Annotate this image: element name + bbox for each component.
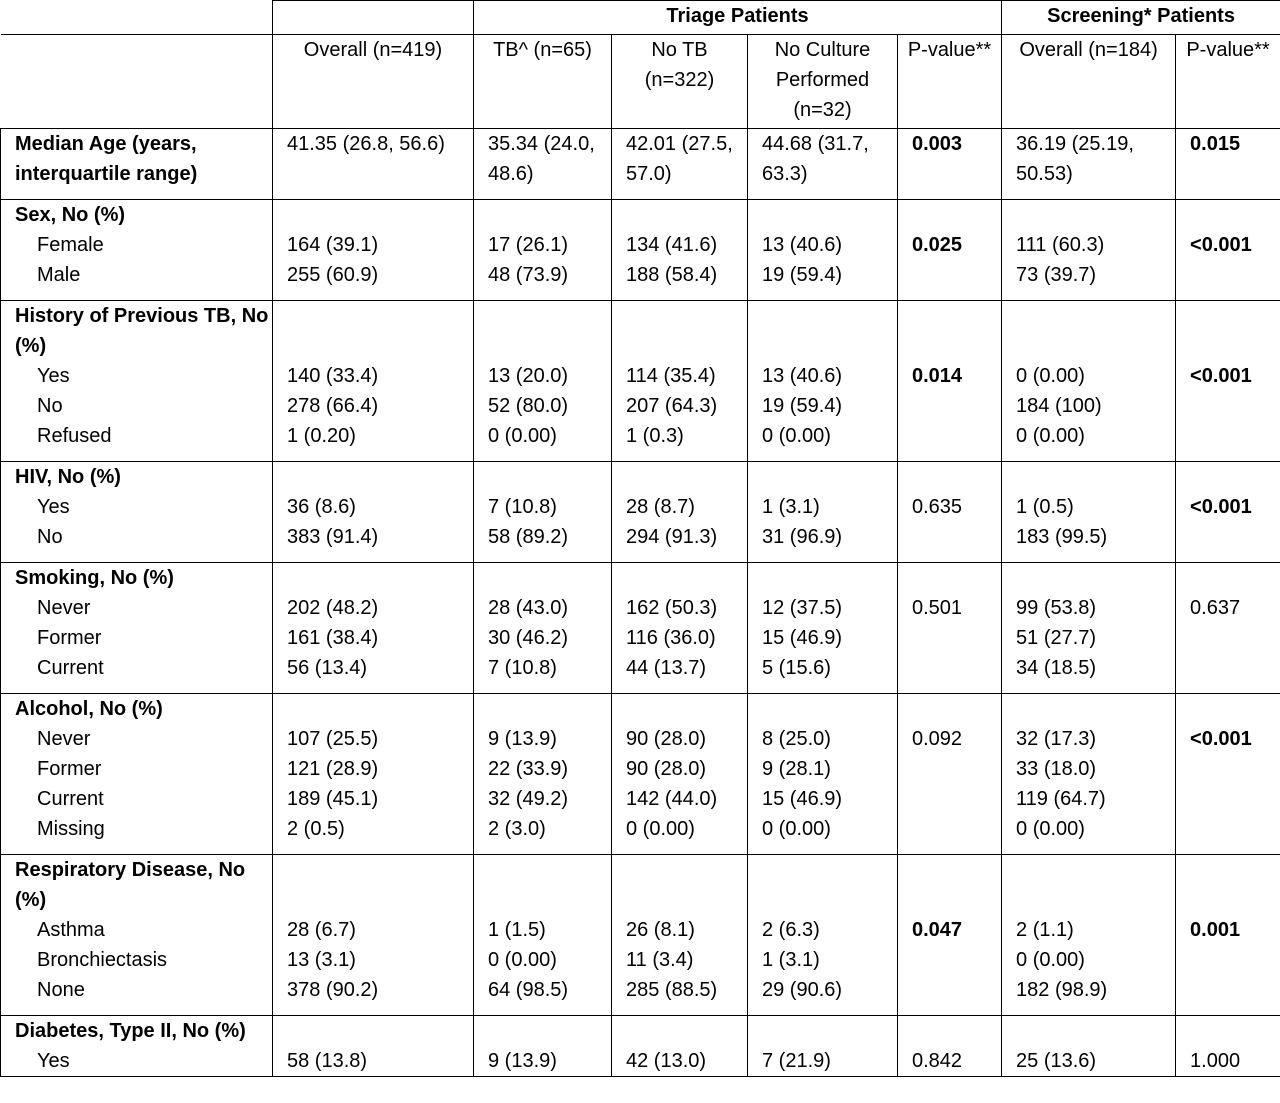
label-spacer — [287, 462, 473, 492]
cell-screening — [1002, 462, 1176, 563]
value: 0 (0.00) — [626, 818, 695, 840]
value: 51 (27.7) — [1016, 627, 1097, 649]
value: 1 (3.1) — [762, 496, 820, 518]
value: 0 (0.00) — [1016, 425, 1085, 447]
cell-overall — [273, 694, 474, 855]
value: 73 (39.7) — [1016, 264, 1097, 286]
category-label: Respiratory Disease, No (%) — [15, 859, 246, 911]
cell-screening — [1002, 694, 1176, 855]
cell-pvalue-screening — [1176, 301, 1280, 462]
cell-pvalue-triage — [898, 694, 1002, 855]
label-spacer — [1190, 301, 1280, 361]
value: 0 (0.00) — [1016, 818, 1085, 840]
label-spacer — [912, 462, 1001, 492]
subcategory-label: Current — [37, 788, 104, 810]
label-spacer — [287, 855, 473, 915]
row-label — [1, 694, 273, 855]
value: 13 (40.6) — [762, 234, 843, 256]
cell-tb — [474, 301, 612, 462]
col-no-tb: No TB (n=322) — [612, 35, 748, 129]
value: 33 (18.0) — [1016, 758, 1097, 780]
subcategory-label: Yes — [37, 496, 70, 518]
value: 48 (73.9) — [488, 264, 569, 286]
col-overall-screening: Overall (n=184) — [1002, 35, 1176, 129]
category-label: Diabetes, Type II, No (%) — [15, 1020, 246, 1042]
label-spacer — [626, 462, 747, 492]
row-label — [1, 1016, 273, 1077]
value: 2 (3.0) — [488, 818, 546, 840]
label-spacer — [1016, 855, 1175, 915]
cell-pvalue-triage: 0.003 — [898, 129, 1002, 200]
value: 42 (13.0) — [626, 1050, 707, 1072]
subcategory-label: No — [37, 395, 63, 417]
value: 11 (3.4) — [626, 949, 694, 971]
cell-overall — [273, 200, 474, 301]
label-spacer — [287, 694, 473, 724]
subcategory-label: Current — [37, 657, 104, 679]
table-row-resp — [1, 855, 1280, 1016]
table-row-smoking — [1, 563, 1280, 694]
value: 0 (0.00) — [762, 425, 831, 447]
value: 17 (26.1) — [488, 234, 569, 256]
value: 25 (13.6) — [1016, 1050, 1097, 1072]
cell-pvalue-triage — [898, 563, 1002, 694]
value: 383 (91.4) — [287, 526, 379, 548]
header-corner — [1, 1, 273, 35]
value: 15 (46.9) — [762, 788, 843, 810]
value: 255 (60.9) — [287, 264, 379, 286]
value: 134 (41.6) — [626, 234, 718, 256]
pvalue: <0.001 — [1190, 234, 1252, 256]
value: 28 (6.7) — [287, 919, 356, 941]
value: 121 (28.9) — [287, 758, 379, 780]
value: 182 (98.9) — [1016, 979, 1108, 1001]
table-row-hiv — [1, 462, 1280, 563]
value: 9 (13.9) — [488, 728, 557, 750]
cell-no-tb — [612, 301, 748, 462]
subcategory-label: Never — [37, 597, 91, 619]
cell-overall — [273, 1016, 474, 1077]
table-row-alcohol — [1, 694, 1280, 855]
label-spacer — [912, 855, 1001, 915]
label-spacer — [626, 1016, 747, 1046]
subcategory-label: Never — [37, 728, 91, 750]
label-spacer — [1016, 694, 1175, 724]
subcategory-label: Former — [37, 758, 102, 780]
label-spacer — [1190, 462, 1280, 492]
value: 30 (46.2) — [488, 627, 569, 649]
value: 0 (0.00) — [488, 949, 557, 971]
value: 90 (28.0) — [626, 758, 707, 780]
cell-pvalue-screening — [1176, 855, 1280, 1016]
label-spacer — [1190, 200, 1280, 230]
label-spacer — [1190, 563, 1280, 593]
value: 8 (25.0) — [762, 728, 831, 750]
subcategory-label: Yes — [37, 365, 70, 387]
value: 202 (48.2) — [287, 597, 379, 619]
pvalue: 0.635 — [912, 496, 963, 518]
label-spacer — [1016, 200, 1175, 230]
value: 1 (3.1) — [762, 949, 820, 971]
pvalue: 0.025 — [912, 234, 963, 256]
subcategory-label: Former — [37, 627, 102, 649]
cell-no-culture — [748, 200, 898, 301]
label-spacer — [1016, 563, 1175, 593]
pvalue: 0.001 — [1190, 919, 1241, 941]
cell-overall — [273, 462, 474, 563]
value: 161 (38.4) — [287, 627, 379, 649]
row-label — [1, 200, 273, 301]
value: 56 (13.4) — [287, 657, 368, 679]
cell-screening — [1002, 301, 1176, 462]
cell-pvalue-screening — [1176, 563, 1280, 694]
label-spacer — [488, 563, 611, 593]
value: 119 (64.7) — [1016, 788, 1106, 810]
label-spacer — [488, 694, 611, 724]
value: 0 (0.00) — [762, 818, 831, 840]
row-label: Median Age (years, interquartile range) — [1, 129, 273, 200]
cell-no-culture — [748, 301, 898, 462]
value: 32 (49.2) — [488, 788, 569, 810]
cell-overall: 41.35 (26.8, 56.6) — [273, 129, 474, 200]
label-spacer — [626, 855, 747, 915]
cell-screening — [1002, 200, 1176, 301]
cell-tb — [474, 563, 612, 694]
value: 31 (96.9) — [762, 526, 843, 548]
screening-patients-header: Screening* Patients — [1002, 1, 1280, 35]
cell-screening — [1002, 563, 1176, 694]
label-spacer — [912, 563, 1001, 593]
value: 285 (88.5) — [626, 979, 718, 1001]
label-spacer — [287, 1016, 473, 1046]
cell-no-culture — [748, 563, 898, 694]
cell-no-tb — [612, 855, 748, 1016]
pvalue: 0.092 — [912, 728, 963, 750]
value: 164 (39.1) — [287, 234, 379, 256]
cell-no-culture — [748, 694, 898, 855]
category-label: History of Previous TB, No (%) — [15, 305, 269, 357]
value: 34 (18.5) — [1016, 657, 1097, 679]
label-spacer — [762, 563, 897, 593]
value: 294 (91.3) — [626, 526, 718, 548]
label-spacer — [1016, 462, 1175, 492]
subcategory-label: Yes — [37, 1050, 70, 1072]
cell-pvalue-screening: 0.015 — [1176, 129, 1280, 200]
category-label: HIV, No (%) — [15, 466, 121, 488]
header-blank-overall — [273, 1, 474, 35]
value: 29 (90.6) — [762, 979, 843, 1001]
cell-no-tb — [612, 694, 748, 855]
value: 28 (8.7) — [626, 496, 695, 518]
value: 188 (58.4) — [626, 264, 718, 286]
label-spacer — [1016, 1016, 1175, 1046]
label-spacer — [1016, 301, 1175, 361]
value: 0 (0.00) — [1016, 949, 1085, 971]
subcategory-label: Bronchiectasis — [37, 949, 168, 971]
pvalue: <0.001 — [1190, 365, 1252, 387]
value: 111 (60.3) — [1016, 234, 1105, 256]
value: 9 (13.9) — [488, 1050, 557, 1072]
label-spacer — [912, 694, 1001, 724]
value: 15 (46.9) — [762, 627, 843, 649]
subcategory-label: Female — [37, 234, 104, 256]
row-label — [1, 462, 273, 563]
value: 114 (35.4) — [626, 365, 716, 387]
col-no-culture: No Culture Performed (n=32) — [748, 35, 898, 129]
value: 26 (8.1) — [626, 919, 695, 941]
pvalue: 0.501 — [912, 597, 963, 619]
label-spacer — [626, 200, 747, 230]
value: 12 (37.5) — [762, 597, 843, 619]
label-spacer — [287, 563, 473, 593]
value: 0 (0.00) — [1016, 365, 1085, 387]
value: 378 (90.2) — [287, 979, 379, 1001]
pvalue: 0.047 — [912, 919, 963, 941]
cell-no-culture — [748, 855, 898, 1016]
value: 5 (15.6) — [762, 657, 831, 679]
category-label: Alcohol, No (%) — [15, 698, 163, 720]
col-tb: TB^ (n=65) — [474, 35, 612, 129]
value: 2 (6.3) — [762, 919, 820, 941]
label-spacer — [1190, 855, 1280, 915]
cell-pvalue-triage — [898, 855, 1002, 1016]
value: 1 (1.5) — [488, 919, 546, 941]
value: 90 (28.0) — [626, 728, 707, 750]
value: 184 (100) — [1016, 395, 1102, 417]
label-spacer — [626, 694, 747, 724]
label-spacer — [1190, 1016, 1280, 1046]
cell-no-tb — [612, 200, 748, 301]
value: 7 (10.8) — [488, 496, 557, 518]
value: 28 (43.0) — [488, 597, 569, 619]
value: 278 (66.4) — [287, 395, 379, 417]
cell-pvalue-triage — [898, 200, 1002, 301]
value: 19 (59.4) — [762, 264, 843, 286]
value: 58 (89.2) — [488, 526, 569, 548]
value: 207 (64.3) — [626, 395, 718, 417]
value: 99 (53.8) — [1016, 597, 1097, 619]
cell-pvalue-triage — [898, 301, 1002, 462]
label-spacer — [762, 1016, 897, 1046]
header-empty — [1, 35, 273, 129]
cell-no-culture — [748, 462, 898, 563]
value: 36 (8.6) — [287, 496, 356, 518]
row-label — [1, 301, 273, 462]
label-spacer — [762, 462, 897, 492]
value: 22 (33.9) — [488, 758, 569, 780]
subcategory-label: Asthma — [37, 919, 105, 941]
cell-no-tb — [612, 1016, 748, 1077]
subcategory-label: No — [37, 526, 63, 548]
label-spacer — [912, 301, 1001, 361]
label-spacer — [488, 855, 611, 915]
subcategory-label: Refused — [37, 425, 112, 447]
cell-pvalue-screening — [1176, 200, 1280, 301]
label-spacer — [626, 563, 747, 593]
subcategory-label: Missing — [37, 818, 105, 840]
col-pvalue-screening: P-value** — [1176, 35, 1280, 129]
pvalue: 0.842 — [912, 1050, 963, 1072]
cell-overall — [273, 855, 474, 1016]
value: 107 (25.5) — [287, 728, 379, 750]
value: 13 (20.0) — [488, 365, 569, 387]
col-pvalue-triage: P-value** — [898, 35, 1002, 129]
label-spacer — [912, 200, 1001, 230]
label-spacer — [287, 301, 473, 361]
value: 162 (50.3) — [626, 597, 718, 619]
col-overall-triage: Overall (n=419) — [273, 35, 474, 129]
cell-screening — [1002, 1016, 1176, 1077]
label-spacer — [488, 301, 611, 361]
pvalue: 0.637 — [1190, 597, 1241, 619]
triage-patients-header: Triage Patients — [474, 1, 1002, 35]
row-label — [1, 563, 273, 694]
cell-screening: 36.19 (25.19, 50.53) — [1002, 129, 1176, 200]
table-row-prevtb — [1, 301, 1280, 462]
label-spacer — [762, 694, 897, 724]
cell-pvalue-screening — [1176, 462, 1280, 563]
label-spacer — [912, 1016, 1001, 1046]
value: 1 (0.3) — [626, 425, 684, 447]
cell-tb: 35.34 (24.0, 48.6) — [474, 129, 612, 200]
value: 116 (36.0) — [626, 627, 716, 649]
label-spacer — [1190, 694, 1280, 724]
label-spacer — [488, 1016, 611, 1046]
category-label: Smoking, No (%) — [15, 567, 174, 589]
subcategory-label: Male — [37, 264, 81, 286]
cell-no-tb — [612, 462, 748, 563]
table-row-diabetes — [1, 1016, 1280, 1077]
subcategory-label: None — [37, 979, 85, 1001]
value: 13 (40.6) — [762, 365, 843, 387]
cell-pvalue-triage — [898, 1016, 1002, 1077]
value: 2 (0.5) — [287, 818, 345, 840]
value: 13 (3.1) — [287, 949, 356, 971]
value: 189 (45.1) — [287, 788, 379, 810]
value: 7 (21.9) — [762, 1050, 831, 1072]
value: 140 (33.4) — [287, 365, 379, 387]
cell-tb — [474, 1016, 612, 1077]
table-row-sex — [1, 200, 1280, 301]
value: 32 (17.3) — [1016, 728, 1097, 750]
cell-pvalue-screening — [1176, 694, 1280, 855]
cell-pvalue-screening — [1176, 1016, 1280, 1077]
value: 44 (13.7) — [626, 657, 707, 679]
row-label — [1, 855, 273, 1016]
cell-pvalue-triage — [898, 462, 1002, 563]
label-spacer — [762, 301, 897, 361]
value: 1 (0.5) — [1016, 496, 1074, 518]
value: 58 (13.8) — [287, 1050, 368, 1072]
cell-tb — [474, 694, 612, 855]
label-spacer — [626, 301, 747, 361]
value: 64 (98.5) — [488, 979, 569, 1001]
pvalue: 1.000 — [1190, 1050, 1241, 1072]
label-spacer — [762, 855, 897, 915]
value: 1 (0.20) — [287, 425, 356, 447]
label-spacer — [762, 200, 897, 230]
value: 7 (10.8) — [488, 657, 557, 679]
value: 183 (99.5) — [1016, 526, 1108, 548]
pvalue: 0.014 — [912, 365, 963, 387]
value: 142 (44.0) — [626, 788, 718, 810]
category-label: Sex, No (%) — [15, 204, 126, 226]
value: 9 (28.1) — [762, 758, 831, 780]
cell-no-culture: 44.68 (31.7, 63.3) — [748, 129, 898, 200]
cell-no-tb: 42.01 (27.5, 57.0) — [612, 129, 748, 200]
cell-no-culture — [748, 1016, 898, 1077]
cell-no-tb — [612, 563, 748, 694]
value: 52 (80.0) — [488, 395, 569, 417]
cell-tb — [474, 200, 612, 301]
value: 0 (0.00) — [488, 425, 557, 447]
label-spacer — [488, 462, 611, 492]
cell-screening — [1002, 855, 1176, 1016]
value: 2 (1.1) — [1016, 919, 1074, 941]
table-row-age — [1, 129, 1280, 200]
pvalue: <0.001 — [1190, 728, 1252, 750]
cell-tb — [474, 462, 612, 563]
cell-overall — [273, 563, 474, 694]
cell-overall — [273, 301, 474, 462]
value: 19 (59.4) — [762, 395, 843, 417]
label-spacer — [488, 200, 611, 230]
pvalue: <0.001 — [1190, 496, 1252, 518]
label-spacer — [287, 200, 473, 230]
cell-tb — [474, 855, 612, 1016]
